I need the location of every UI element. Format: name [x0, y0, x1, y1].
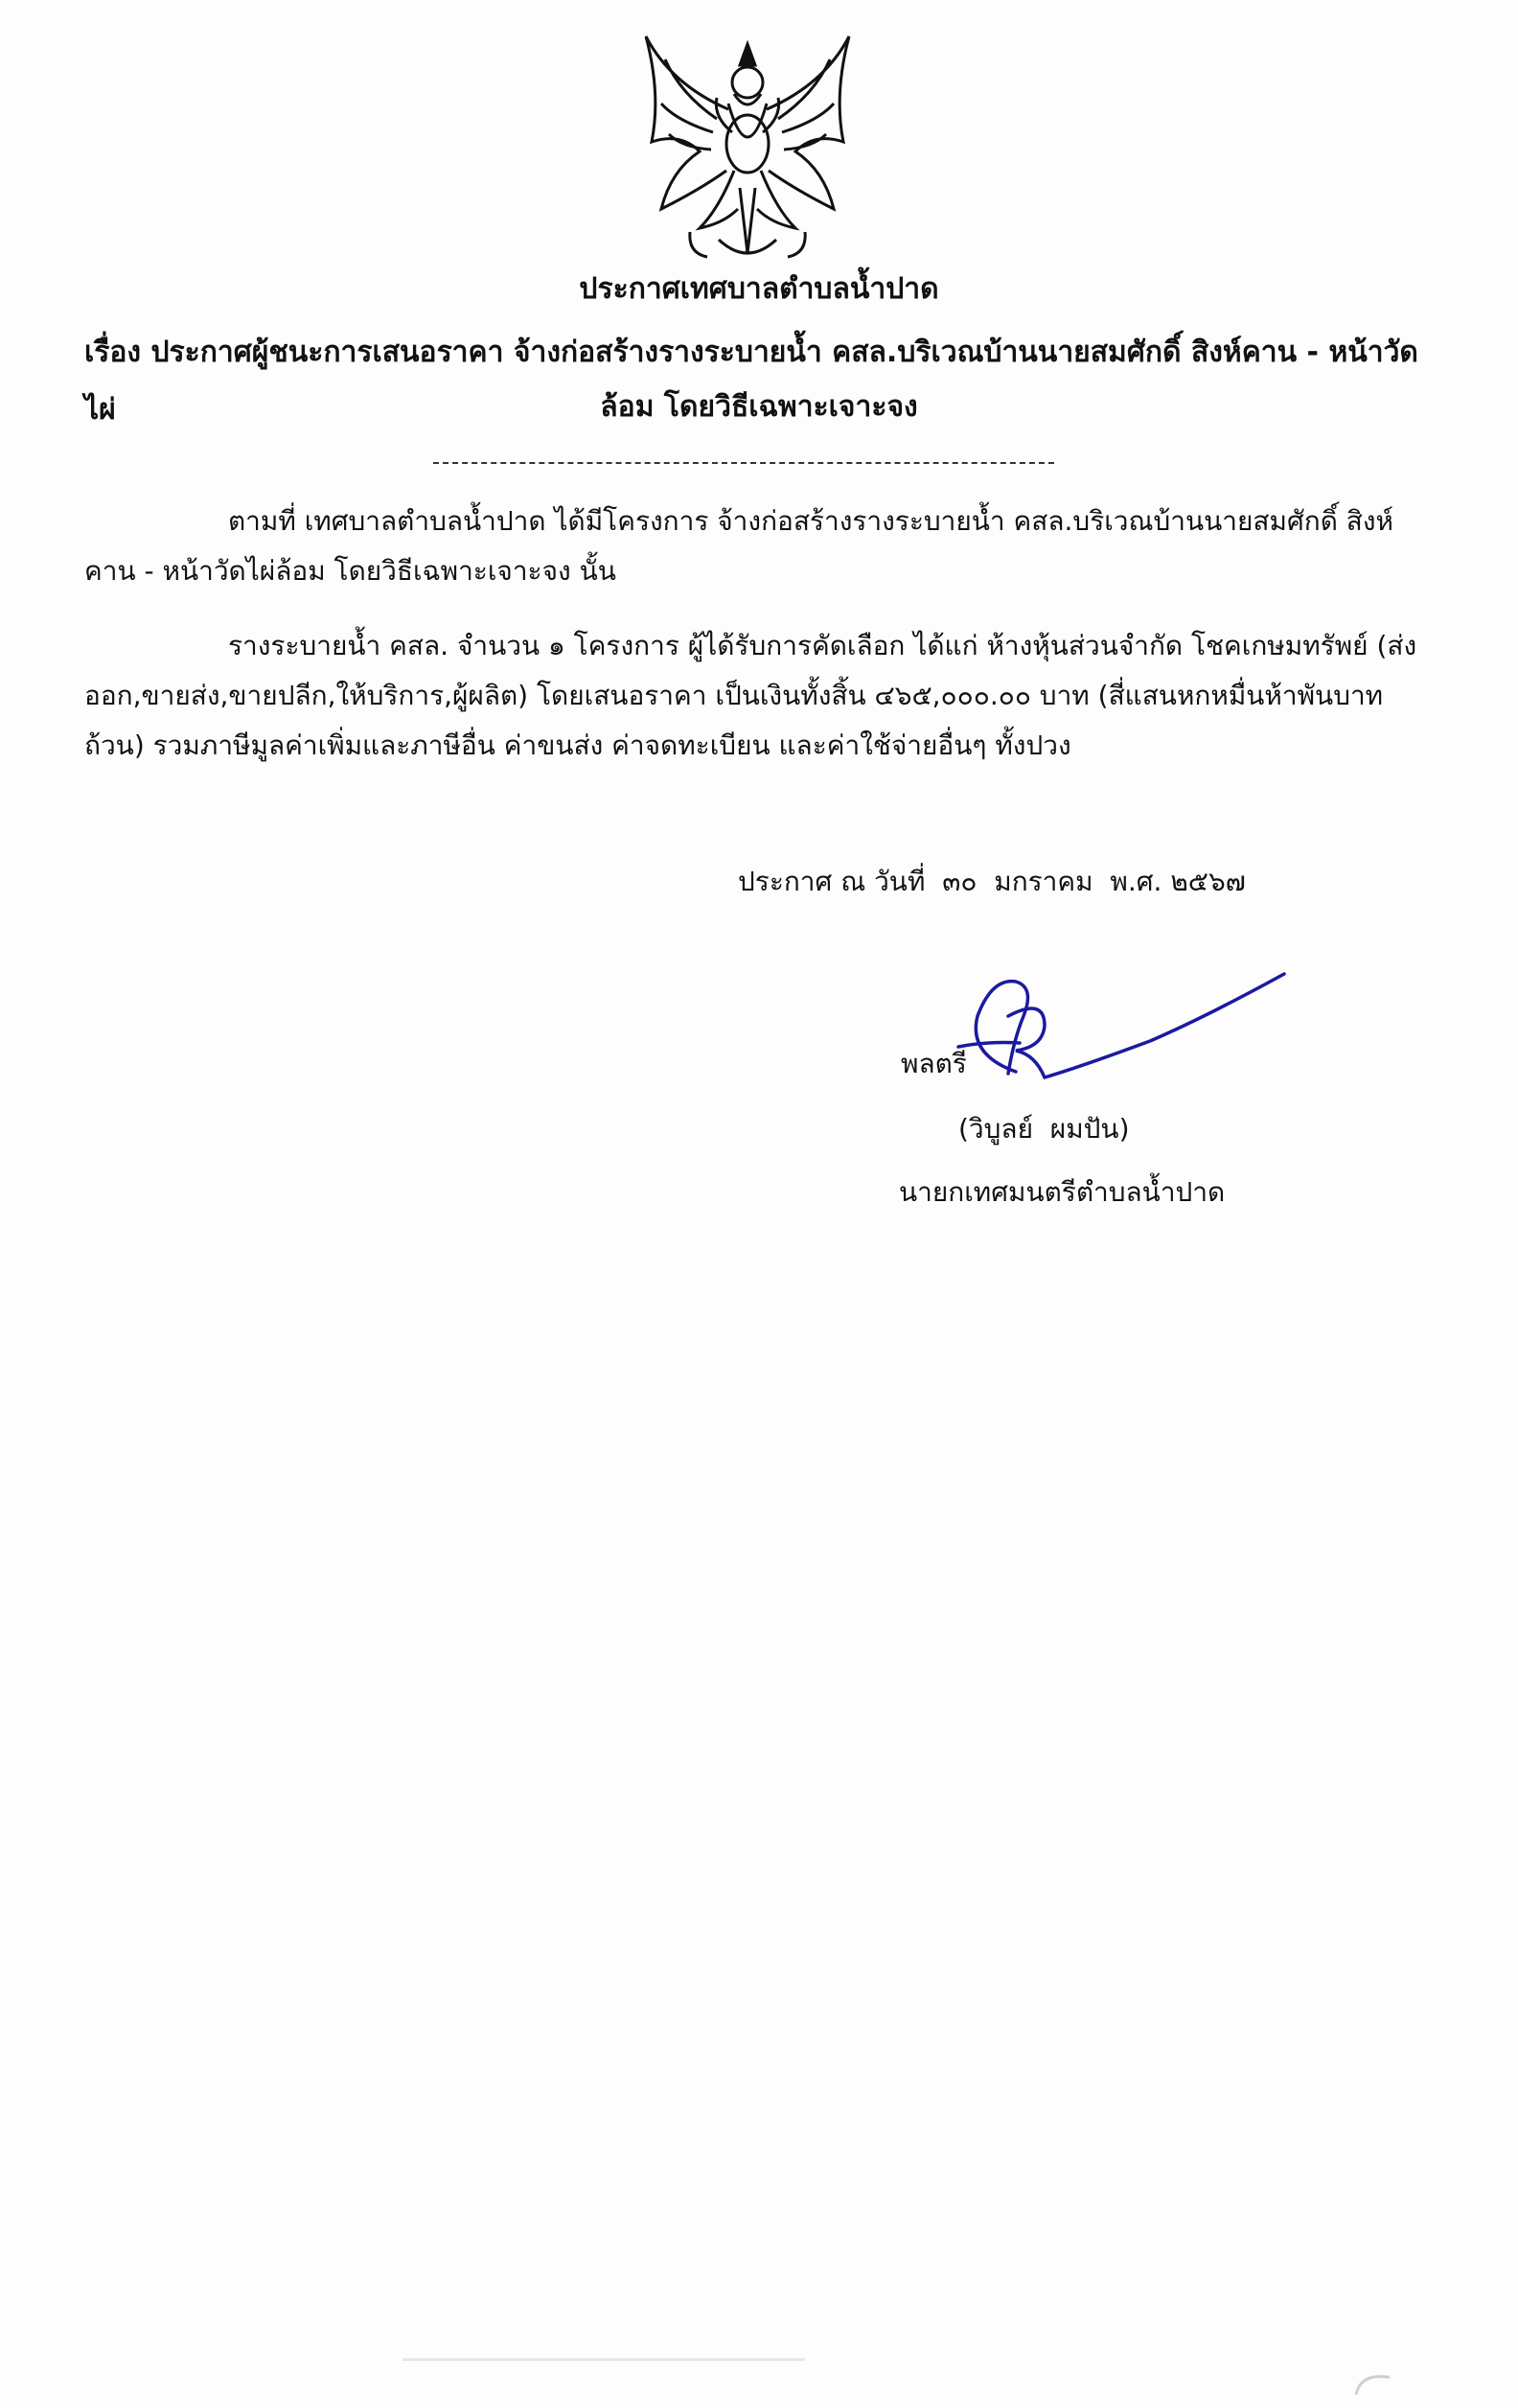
- paragraph-intro-text: ตามที่ เทศบาลตำบลน้ำปาด ได้มีโครงการ จ้างก่อสร้างรางระบายน้ำ คสล.บริเวณบ้านนายสมศักดิ์ สิงห์คาน - หน้าวัดไผ่ล้อม โดยวิธีเฉพาะเจาะจง นั้น: [84, 505, 1393, 587]
- paragraph-winner: [84, 621, 1426, 771]
- divider-line: [433, 462, 1054, 464]
- document-subject-line2: ล้อม โดยวิธีเฉพาะเจาะจง: [600, 390, 918, 424]
- announce-date: ประกาศ ณ วันที่ ๓๐ มกราคม พ.ศ. ๒๕๖๗: [738, 866, 1246, 897]
- signer-rank: พลตรี: [901, 1048, 967, 1079]
- garuda-emblem-icon: [632, 27, 862, 274]
- scan-artifact: [402, 2358, 805, 2361]
- signer-name: (วิบูลย์ ผมปัน): [958, 1113, 1130, 1145]
- document-title: ประกาศเทศบาลตำบลน้ำปาด: [579, 272, 939, 306]
- paragraph-intro: [84, 497, 1426, 596]
- document-subject-line1: เรื่อง ประกาศผู้ชนะการเสนอราคา จ้างก่อสร้างรางระบายน้ำ คสล.บริเวณบ้านนายสมศักดิ์ สิงห์คาน - หน้าวัดไผ่: [84, 336, 1418, 427]
- scan-corner-artifact: [1351, 2368, 1399, 2396]
- signer-title: นายกเทศมนตรีตำบลน้ำปาด: [899, 1176, 1226, 1208]
- paragraph-winner-text: รางระบายน้ำ คสล. จำนวน ๑ โครงการ ผู้ได้รับการคัดเลือก ได้แก่ ห้างหุ้นส่วนจำกัด โชคเกษมทรัพย์ (ส่งออก,ขายส่ง,ขายปลีก,ให้บริการ,ผู้ผลิต) โดยเสนอราคา เป็นเงินทั้งสิ้น ๔๖๕,๐๐๐.๐๐ บาท (สี่แสนหกหมื่นห้าพันบาทถ้วน) รวมภาษีมูลค่าเพิ่มและภาษีอื่น ค่าขนส่ง ค่าจดทะเบียน และค่าใช้จ่ายอื่นๆ ทั้งปวง: [84, 630, 1417, 761]
